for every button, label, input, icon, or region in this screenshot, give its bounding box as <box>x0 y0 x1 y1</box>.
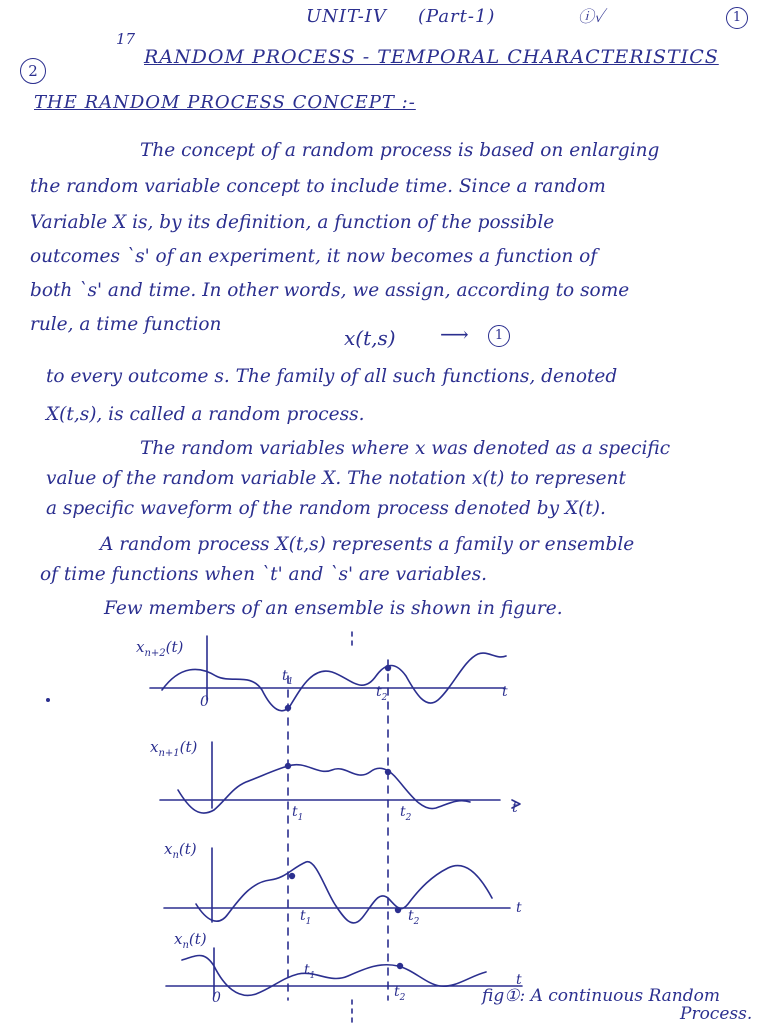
paragraph-1-line-5: both `s' and time. In other words, we assign, according to some <box>30 280 630 301</box>
plot-3-t2: $t_2$ <box>408 908 420 927</box>
plot-4-t2-point <box>397 963 403 969</box>
plot-4-ylabel: $x_n(t)$ <box>174 930 207 951</box>
section-number-circle: 2 <box>20 58 46 84</box>
equation-label-circle: 1 <box>488 325 510 347</box>
paragraph-1-line-1: The concept of a random process is based on enlarging <box>140 140 660 161</box>
paragraph-1-line-4: outcomes `s' of an experiment, it now becomes a function of <box>30 246 598 267</box>
plot-2-waveform <box>178 765 470 813</box>
paragraph-5: Few members of an ensemble is shown in figure. <box>104 598 563 619</box>
paragraph-3-line-3: a specific waveform of the random process denoted by X(t). <box>46 498 606 519</box>
paragraph-1-line-3: Variable X is, by its definition, a function of the possible <box>30 212 555 233</box>
equation-1: x(t,s) <box>344 326 396 350</box>
plot-3-t2-point <box>395 907 401 913</box>
paragraph-4-line-1: A random process X(t,s) represents a family or ensemble <box>100 534 635 555</box>
equation-arrow: ⟶ <box>440 322 469 346</box>
paragraph-3-line-1: The random variables where x was denoted as a specific <box>140 438 671 459</box>
plot-1-t2-point <box>385 665 391 671</box>
plot-3-waveform <box>196 862 492 923</box>
plot-1-axis-label: t <box>502 684 508 700</box>
plot-1-waveform <box>162 653 506 711</box>
sample-points <box>46 665 403 969</box>
plot-1-ylabel: $x_{n+2}(t)$ <box>136 638 184 659</box>
plot-3-axis-label: t <box>516 900 522 916</box>
section-heading: THE RANDOM PROCESS CONCEPT :- <box>34 92 416 113</box>
figure-caption-line-2: Process. <box>680 1004 753 1024</box>
plot-3-ylabel: $x_n(t)$ <box>164 840 197 861</box>
paragraph-1-line-2: the random variable concept to include time. Since a random <box>30 176 606 197</box>
plot-3-t1-point <box>289 873 295 879</box>
plot-1-t2: $t_2$ <box>376 684 388 703</box>
margin-mark: 17 <box>116 30 136 48</box>
figure-caption-line-1: fig①: A continuous Random <box>482 986 720 1006</box>
plot-2-t1: $t_1$ <box>292 804 304 823</box>
plot-1-t1: $t_1$ <box>282 668 294 687</box>
page-title: RANDOM PROCESS - TEMPORAL CHARACTERISTICS <box>144 46 719 68</box>
plot-1-origin: 0 <box>200 694 209 710</box>
part-label: (Part-1) <box>418 6 496 27</box>
paragraph-2-line-2: X(t,s), is called a random process. <box>46 404 365 425</box>
page-number-circle: 1 <box>726 7 748 29</box>
paragraph-3-line-2: value of the random variable X. The notation x(t) to represent <box>46 468 626 489</box>
plot-2-ylabel: $x_{n+1}(t)$ <box>150 738 198 759</box>
paragraph-4-line-2: of time functions when `t' and `s' are variables. <box>40 564 487 585</box>
plot-2-axis-label: t <box>512 800 518 816</box>
plot-4-axis-label: t <box>516 972 522 988</box>
plot-4-t1: $t_1$ <box>304 962 316 981</box>
paragraph-1-line-6: rule, a time function <box>30 314 222 335</box>
plot-4-t2: $t_2$ <box>394 984 406 1003</box>
plot-4-waveform <box>182 956 486 996</box>
margin-dot <box>46 698 50 702</box>
plot-2-t2-point <box>385 769 391 775</box>
plot-4-origin: 0 <box>212 990 221 1006</box>
plot-2-t2: $t_2$ <box>400 804 412 823</box>
unit-label: UNIT-IV <box>306 6 387 27</box>
plot-1-t1-point <box>285 705 291 711</box>
plot-2-t1-point <box>285 763 291 769</box>
plot-3-t1: $t_1$ <box>300 908 312 927</box>
paragraph-2-line-1: to every outcome s. The family of all such functions, denoted <box>46 366 618 387</box>
corner-mark: ⓘ✓ <box>578 7 605 26</box>
